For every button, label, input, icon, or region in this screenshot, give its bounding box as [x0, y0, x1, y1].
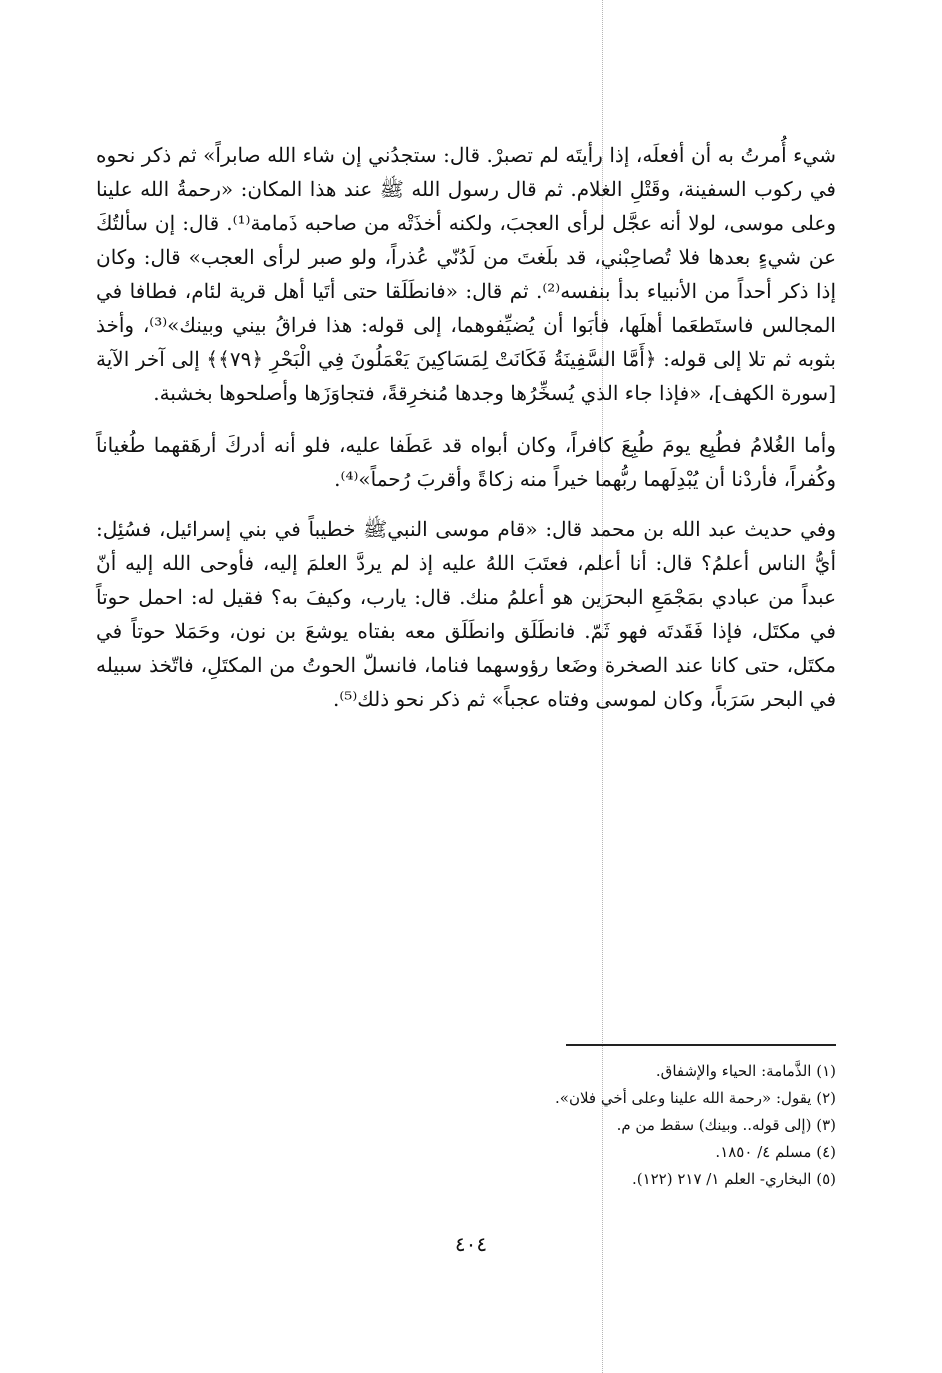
- footnote-4: (٤) مسلم ٤/ ١٨٥٠.: [715, 1143, 836, 1161]
- page-number: ٤٠٤: [454, 1232, 488, 1256]
- paragraph-2: وأما الغُلامُ فطُبِع يومَ طُبِعَ كافراً، وكان أبواه قد عَطَفا عليه، فلو أنه أدركَ أرهَقهما طُغياناً وكُفراً، فأردْنا أن يُبْدِلَهما ربُّهما خيراً منه زكاةً وأقربَ رُحماً»⁽⁴⁾.: [96, 433, 836, 491]
- footnote-1: (١) الذَّمامة: الحياء والإشفاق.: [655, 1062, 836, 1080]
- paragraph-1: شيء أُمرتُ به أن أفعلَه، إذا رأيتَه لم تصبرْ. قال: ستجدُني إن شاء الله صابراً» ثم ذكر نحوه في ركوب السفينة، وقَتْلِ الغلام. ثم قال رسول الله ﷺ عند هذا المكان: «رحمةُ الله علينا وعلى موسى، لولا أنه عجَّل لرأى العجبَ، ولكنه أخذَتْه من صاحبه ذَمامة⁽¹⁾. قال: إن سألتُكَ عن شيءٍ بعدها فلا تُصاحِبْني، قد بلَغتَ من لَدُنّي عُذراً، ولو صبر لرأى العجب» قال: وكان إذا ذكر أحداً من الأنبياء بدأ بنفسه⁽²⁾. ثم قال: «فانطَلَقا حتى أتَيا أهل قرية لئام، فطافا في المجالس فاستَطعَما أهلَها، فأبَوا أن يُضيِّفوهما، إلى قوله: هذا فراقُ بيني وبينك»⁽³⁾، وأخذ بثوبه ثم تلا إلى قوله: ﴿أَمَّا السَّفِينَةُ فَكَانَتْ لِمَسَاكِينَ يَعْمَلُونَ فِي الْبَحْرِ ﴿٧٩﴾﴾ إلى آخر الآية [سورة الكهف]، «فإذا جاء الذي يُسخِّرُها وجدها مُنخرِقةً، فتجاوَزَها وأصلحوها بخشبة.: [96, 143, 836, 405]
- main-text: [96, 138, 836, 732]
- footnotes-list: [330, 1058, 836, 1193]
- footnote-5: (٥) البخاري- العلم ١/ ٢١٧ (١٢٢).: [631, 1170, 836, 1188]
- footnote-separator: [566, 1044, 836, 1046]
- paragraph-3: وفي حديث عبد الله بن محمد قال: «قام موسى النبيﷺ خطيباً في بني إسرائيل، فسُئِل: أيُّ الناس أعلمُ؟ قال: أنا أعلم، فعتَبَ اللهُ عليه إذ لم يردَّ العلمَ إليه، فأوحى الله إليه أنّ عبداً من عبادي بمَجْمَعِ البحرَين هو أعلمُ منك. قال: يارب، وكيفَ به؟ فقيل له: احمل حوتاً في مكتَل، فإذا فَقَدتَه فهو ثَمّ. فانطَلَق وانطَلَق معه بفتاه يوشعَ بن نون، وحَمَلا حوتاً في مكتَل، حتى كانا عند الصخرة وضَعا رؤوسهما فناما، فانسلّ الحوتُ من المكتَلِ، فاتّخذ سبيله في البحر سَرَباً، وكان لموسى وفتاه عجباً» ثم ذكر نحو ذلك⁽⁵⁾.: [96, 517, 836, 711]
- footnote-2: (٢) يقول: «رحمة الله علينا وعلى أخي فلان».: [555, 1089, 836, 1107]
- footnote-3: (٣) (إلى قوله.. وبينك) سقط من م.: [616, 1116, 836, 1134]
